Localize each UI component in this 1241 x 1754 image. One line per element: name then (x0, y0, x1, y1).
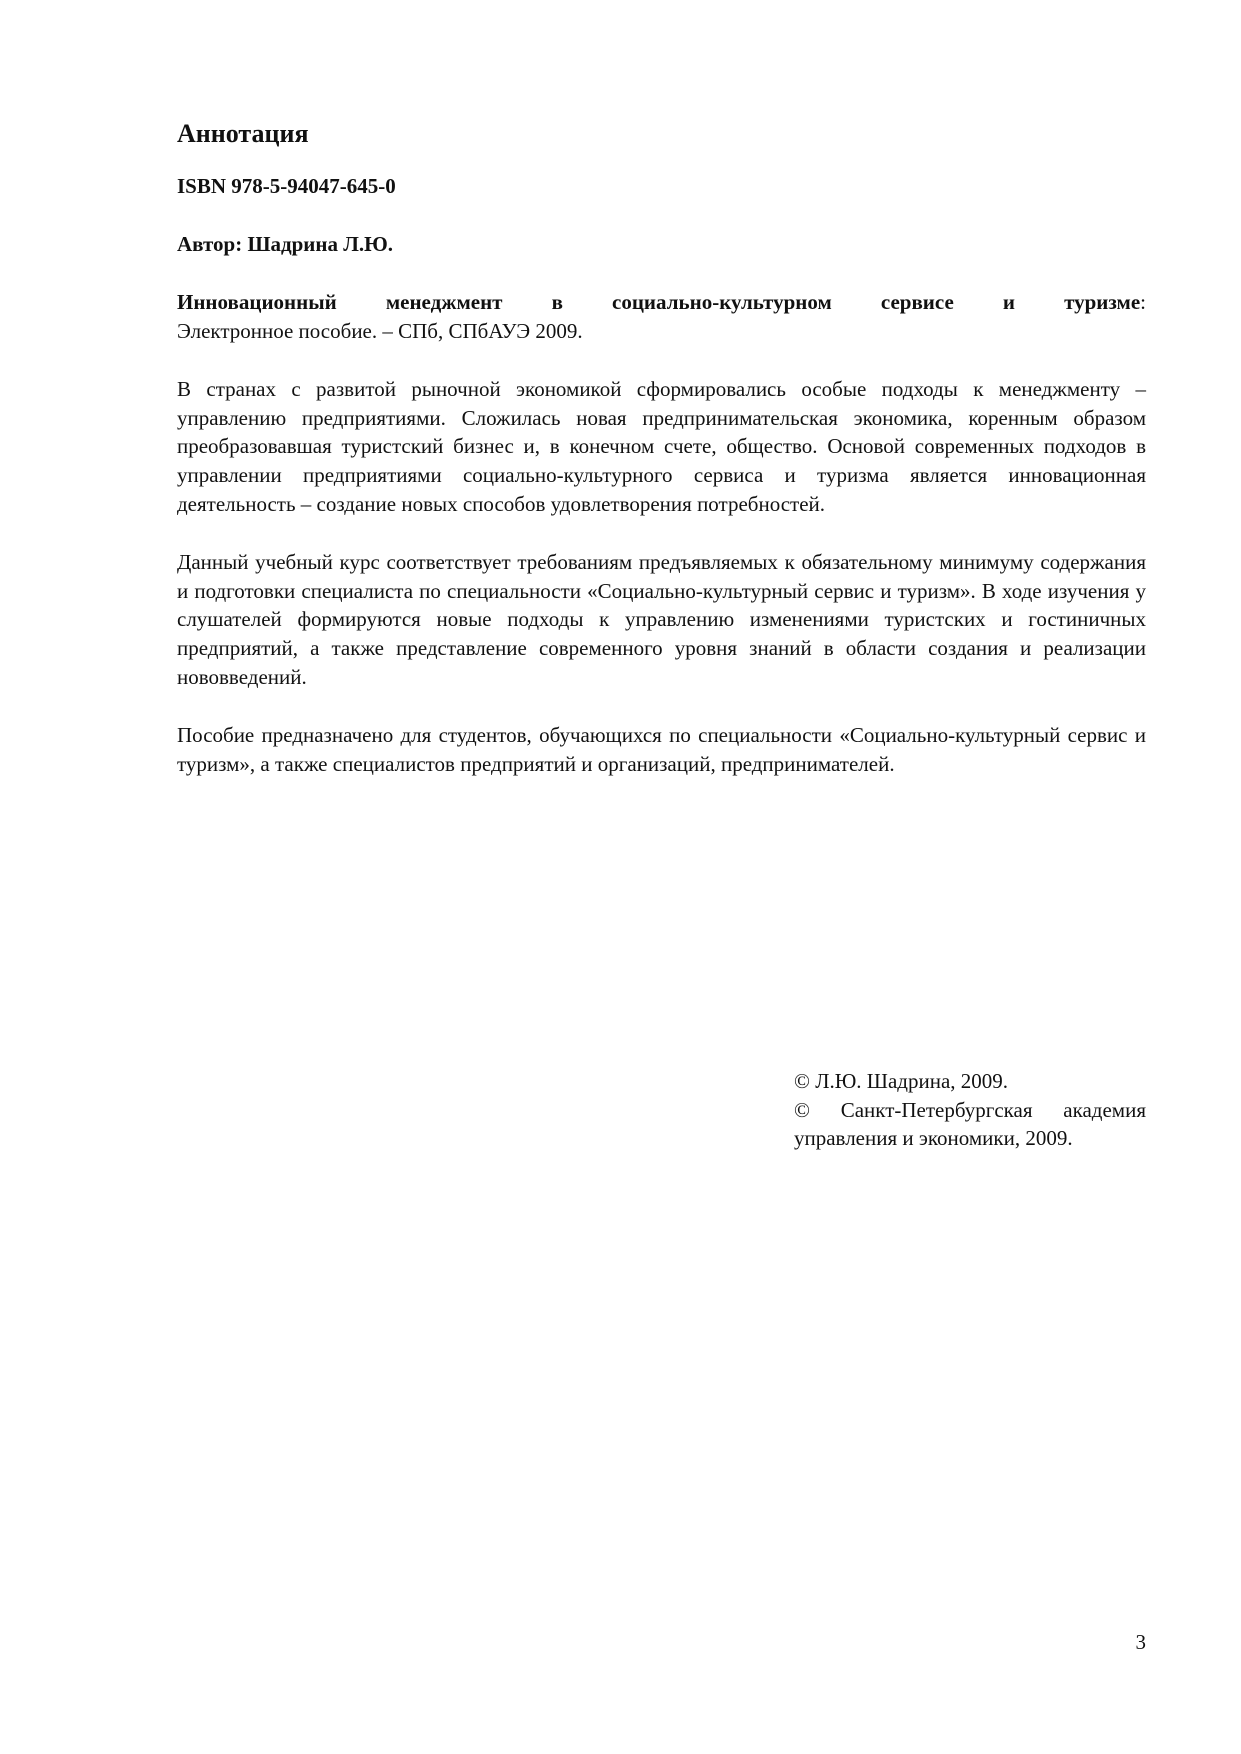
page-heading: Аннотация (177, 119, 309, 148)
paragraph-intro: В странах с развитой рыночной экономикой сформировались особые подходы к менеджменту – управлению предприятиями. Сложилась новая предпринимательская экономика, коренным образом преобразовавшая туристский бизнес и, в конечном счете, общество. Основой современных подходов в управлении предприятиями социально-культурного сервиса и туризма является инновационная деятельность – создание новых способов удовлетворения потребностей. (177, 377, 1146, 516)
book-citation (177, 288, 1146, 345)
isbn-line: ISBN 978-5-94047-645-0 (177, 174, 396, 198)
page-number: 3 (1135, 1630, 1146, 1654)
copyright-block (794, 1067, 1146, 1153)
annotation-section (177, 116, 1146, 808)
author-line: Автор: Шадрина Л.Ю. (177, 232, 394, 256)
paragraph-course: Данный учебный курс соответствует требованиям предъявляемых к обязательному минимуму содержания и подготовки специалиста по специальности «Социально-культурный сервис и туризм». В ходе изучения у слушателей формируются новые подходы к управлению изменениями туристских и гостиничных предприятий, а также представление современного уровня знаний в области создания и реализации нововведений. (177, 550, 1146, 689)
copyright-author: © Л.Ю. Шадрина, 2009. (794, 1069, 1009, 1093)
copyright-academy: © Санкт-Петербургская академия управления и экономики, 2009. (794, 1097, 1146, 1151)
book-title: Инновационный менеджмент в социально-культурном сервисе и туризме (177, 290, 1141, 314)
book-publication: Электронное пособие. – СПб, СПбАУЭ 2009. (177, 318, 583, 343)
paragraph-audience: Пособие предназначено для студентов, обучающихся по специальности «Социально-культурный сервис и туризм», а также специалистов предприятий и организаций, предпринимателей. (177, 723, 1146, 776)
book-title-suffix: : (1140, 290, 1146, 314)
book-title-line (177, 288, 1146, 317)
